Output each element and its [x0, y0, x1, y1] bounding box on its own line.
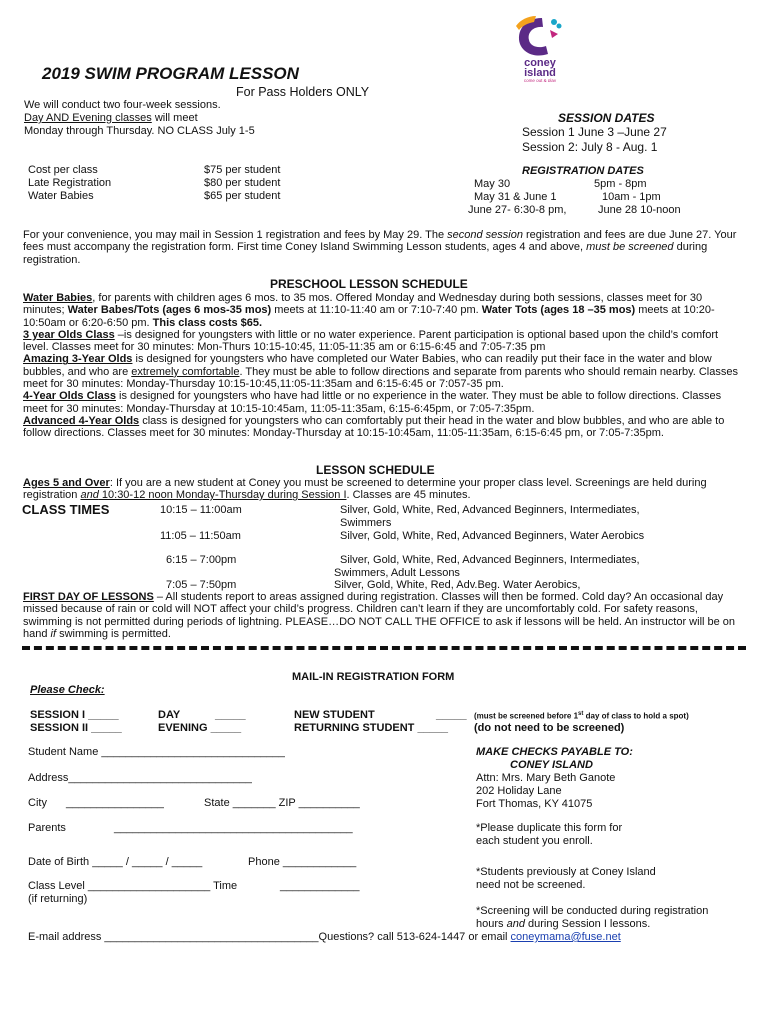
page-title: 2019 SWIM PROGRAM LESSON — [42, 64, 299, 83]
screening-note-2: hours and during Session I lessons. — [476, 918, 651, 930]
student-name-field[interactable]: Student Name ______________________________ — [28, 746, 285, 758]
class-levels-3: Silver, Gold, White, Red, Adv.Beg. Water Aerobics, — [334, 579, 581, 591]
previous-note-1: *Students previously at Coney Island — [476, 866, 656, 878]
intro-line-2: Day AND Evening classes will meet — [24, 112, 198, 124]
preschool-schedule: Water Babies, for parents with children ages 6 mos. to 35 mos. Offered Monday and Wednesday during both sessions, classes meet for 30 minutes; Water Babes/Tots (ages 6 mos-35 mos) meets at 11:10-11:40 am or 7:10-7:40 pm. Water Tots (ages 18 –35 mos) meets at 10:20-10:50am or 6:20-6:50 pm. This class costs $65. 3 year Olds Class –is designed for youngsters with little or no water experience. Parent participation is optional based upon the child’s comfort level. Classes meet for 30 minutes: Mon-Thurs 10:15-10:45, 11:05-11:35 am or 6:15-6:45 and 7:05-7:35 pm Amazing 3-Year Olds is designed for youngsters who have completed our Water Babies, who can readily put their face in the water and blow bubbles, and who are extremely comfortable. They must be able to follow directions and separate from parents who should remain nearby. Classes meet for 30 minutes: Monday-Thursday 10:15-10:45,11:05-11:35am and 6:15-6:45 or 7:057-35 pm. 4-Year Olds Class is designed for youngsters who have had little or no experience in the water. They must be able to follow directions. Classes meet for 30 minutes: Monday-Thursday at 10:15-10:45am, 11:05-11:35am, 6:15-6:45pm, or 7:05-7:35pm. Advanced 4-Year Olds class is designed for youngsters who can comfortably put their head in the water and blow bubbles, and who are able to follow directions. Classes meet for 30 minutes: Monday-Thursday at 10:15-10:45am, 11:05-11:35am, 6:15-6:45 pm, or 7:05-7:35pm. — [23, 292, 738, 440]
cost-value-0: $75 per student — [204, 164, 281, 176]
class-times-label: CLASS TIMES — [22, 502, 110, 517]
cost-value-2: $65 per student — [204, 190, 281, 202]
class-time-3: 7:05 – 7:50pm — [166, 579, 237, 591]
class-time-1: 11:05 – 11:50am — [160, 530, 241, 542]
class-levels-2: Silver, Gold, White, Red, Advanced Beginners, Intermediates, — [340, 554, 640, 566]
lesson-heading: LESSON SCHEDULE — [316, 463, 435, 477]
screening-note-1: *Screening will be conducted during registration — [476, 905, 709, 917]
session-2-dates: Session 2: July 8 - Aug. 1 — [522, 140, 658, 154]
registration-time-1: 5pm - 8pm — [594, 178, 647, 190]
duplicate-note-1: *Please duplicate this form for — [476, 822, 623, 834]
checks-attn: Attn: Mrs. Mary Beth Ganote — [476, 772, 616, 784]
checks-street: 202 Holiday Lane — [476, 785, 562, 797]
dob-field[interactable]: Date of Birth _____ / _____ / _____ — [28, 856, 203, 868]
session-1-checkbox[interactable]: SESSION I _____ — [30, 709, 119, 721]
registration-date-3: June 27- 6:30-8 pm, — [468, 204, 567, 216]
logo-mark — [510, 10, 570, 82]
returning-student-note: (do not need to be screened) — [474, 722, 625, 734]
cost-label-2: Water Babies — [28, 190, 94, 202]
class-levels-0b: Swimmers — [340, 517, 392, 529]
session-2-checkbox[interactable]: SESSION II _____ — [30, 722, 122, 734]
time-field[interactable]: _____________ — [280, 880, 360, 892]
first-day-note: FIRST DAY OF LESSONS – All students report to areas assigned during registration. Classes will then be formed. Cold day? An occasional day missed because of rain or cold will NOT affect your child’s progress. Children can’t learn if they are uncomfortably cold. For safety reasons, swimming is not permitted during periods of lightning. PLEASE…DO NOT CALL THE OFFICE to ask if lessons will be held. An instructor will be on hand if swimming is permitted. — [23, 591, 736, 640]
checks-city: Fort Thomas, KY 41075 — [476, 798, 593, 810]
page-subtitle: For Pass Holders ONLY — [236, 85, 370, 99]
cut-line-divider — [22, 646, 746, 650]
previous-note-2: need not be screened. — [476, 879, 586, 891]
parents-field[interactable]: _______________________________________ — [114, 822, 353, 834]
form-heading: MAIL-IN REGISTRATION FORM — [292, 671, 455, 683]
registration-date-1: May 30 — [474, 178, 511, 190]
registration-date-2: May 31 & June 1 — [474, 191, 557, 203]
class-levels-1: Silver, Gold, White, Red, Advanced Beginners, Water Aerobics — [340, 530, 645, 542]
svg-text:come out & play: come out & play — [523, 78, 557, 82]
day-label: DAY — [158, 709, 181, 721]
email-field[interactable]: E-mail address ___________________________________Questions? call 513-624-1447 or email coneymama@fuse.net — [28, 931, 621, 943]
class-time-0: 10:15 – 11:00am — [160, 504, 242, 516]
new-student-label: NEW STUDENT — [294, 709, 375, 721]
class-levels-0: Silver, Gold, White, Red, Advanced Beginners, Intermediates, — [340, 504, 640, 516]
cost-value-1: $80 per student — [204, 177, 281, 189]
checks-org: CONEY ISLAND — [510, 759, 593, 771]
svg-text:island: island — [524, 67, 556, 79]
checks-heading: MAKE CHECKS PAYABLE TO: — [476, 746, 633, 758]
contact-email-link[interactable]: coneymama@fuse.net — [510, 931, 621, 943]
svg-text:coney: coney — [524, 57, 556, 69]
parents-label: Parents — [28, 822, 66, 834]
class-levels-2b: Swimmers, Adult Lessons — [334, 567, 460, 579]
session-1-dates: Session 1 June 3 –June 27 — [522, 125, 667, 139]
state-zip-field[interactable]: State _______ ZIP __________ — [204, 797, 360, 809]
class-level-field[interactable]: Class Level ____________________ Time — [28, 880, 238, 892]
returning-student-checkbox[interactable]: RETURNING STUDENT _____ — [294, 722, 449, 734]
duplicate-note-2: each student you enroll. — [476, 835, 593, 847]
please-check-label: Please Check: — [30, 684, 105, 696]
address-field[interactable]: Address______________________________ — [28, 772, 252, 784]
cost-label-1: Late Registration — [28, 177, 112, 189]
phone-field[interactable]: Phone ____________ — [248, 856, 357, 868]
registration-time-2: 10am - 1pm — [602, 191, 661, 203]
class-time-2: 6:15 – 7:00pm — [166, 554, 237, 566]
session-dates-heading: SESSION DATES — [558, 111, 655, 125]
registration-dates-heading: REGISTRATION DATES — [522, 165, 644, 177]
cost-label-0: Cost per class — [28, 164, 98, 176]
coney-island-logo — [510, 10, 570, 82]
city-field[interactable]: ________________ — [66, 797, 164, 809]
mail-in-note: For your convenience, you may mail in Session 1 registration and fees by May 29. The second session registration and fees are due June 27. Your fees must accompany the registration form. First time Coney Island Swimming Lesson students, ages 4 and above, must be screened during registration. — [23, 229, 737, 266]
intro-line-3: Monday through Thursday. NO CLASS July 1-5 — [24, 125, 255, 137]
ages-5-note: Ages 5 and Over: If you are a new student at Coney you must be screened to determine your proper class level. Screenings are held during registration and 10:30-12 noon Monday-Thursday during Session I. Classes are 45 minutes. — [23, 477, 707, 502]
preschool-heading: PRESCHOOL LESSON SCHEDULE — [270, 277, 468, 291]
evening-checkbox[interactable]: EVENING _____ — [158, 722, 242, 734]
new-student-checkbox[interactable]: _____ — [436, 709, 467, 721]
day-checkbox[interactable]: _____ — [215, 709, 246, 721]
if-returning-note: (if returning) — [28, 893, 88, 905]
city-label: City — [28, 797, 47, 809]
registration-time-3: June 28 10-noon — [598, 204, 681, 216]
intro-line-1: We will conduct two four-week sessions. — [24, 99, 221, 111]
new-student-note: (must be screened before 1st day of class to hold a spot) — [474, 711, 689, 721]
